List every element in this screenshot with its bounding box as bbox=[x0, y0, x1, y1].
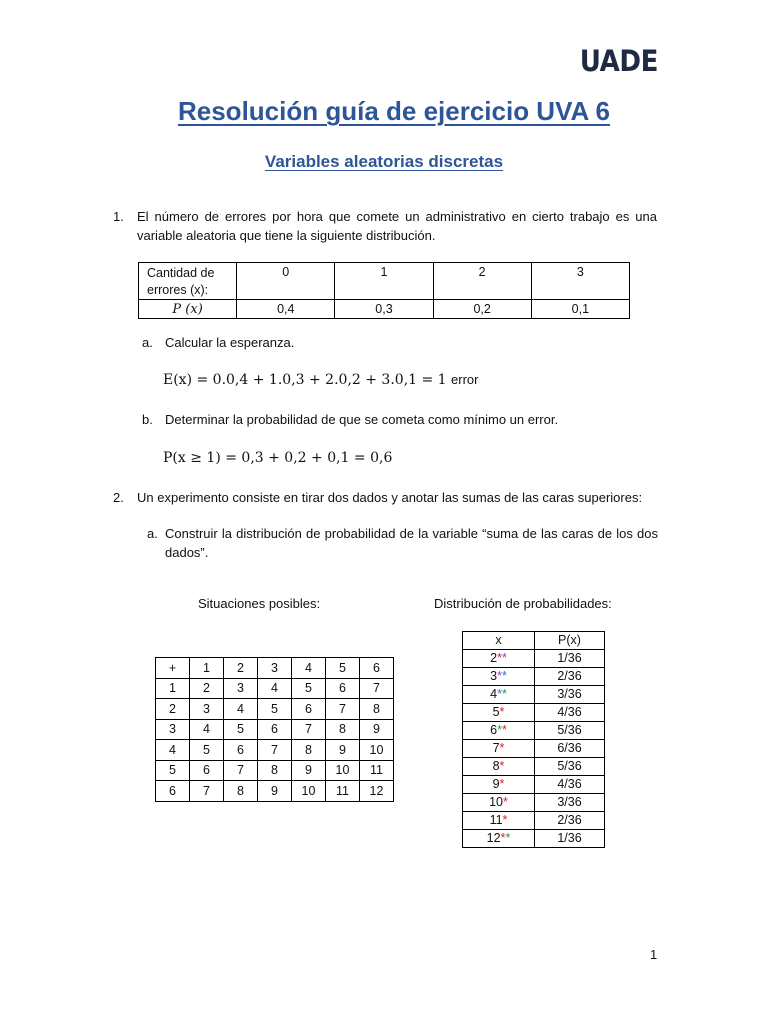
table-cell: 5 bbox=[156, 760, 190, 781]
table-cell: 8 bbox=[258, 760, 292, 781]
dist-x-value: 7 bbox=[492, 741, 500, 755]
table-cell: 10 bbox=[360, 740, 394, 761]
exercise-1b-text: Determinar la probabilidad de que se cometa como mínimo un error. bbox=[165, 412, 559, 427]
table-cell: 4 bbox=[156, 740, 190, 761]
dist-cell-px: 1/36 bbox=[535, 830, 605, 848]
asterisk-mark: * bbox=[502, 813, 508, 827]
asterisk-mark: * bbox=[505, 831, 511, 845]
table-cell: 1 bbox=[156, 678, 190, 699]
dist-x-value: 2 bbox=[490, 651, 498, 665]
table-header-label-line1: Cantidad de bbox=[147, 266, 215, 280]
table-cell: 7 bbox=[360, 678, 394, 699]
asterisk-mark: * bbox=[501, 687, 507, 701]
table-cell: 11 bbox=[360, 760, 394, 781]
page-subtitle: Variables aleatorias discretas bbox=[264, 152, 504, 171]
table-row bbox=[156, 740, 394, 761]
dist-cell-x bbox=[463, 704, 535, 722]
sum-distribution-table bbox=[462, 631, 605, 848]
dist-x-value: 8 bbox=[492, 759, 500, 773]
page-number: 1 bbox=[650, 947, 658, 962]
dist-cell-px: 1/36 bbox=[535, 650, 605, 668]
exercise-2a-text: Construir la distribución de probabilidad de la variable “suma de las caras de los dos dados”. bbox=[165, 526, 658, 560]
table-cell: 9 bbox=[292, 760, 326, 781]
table-cell-p: 0,1 bbox=[531, 300, 629, 319]
dist-x-value: 9 bbox=[492, 777, 500, 791]
table-row bbox=[156, 699, 394, 720]
table-cell: 7 bbox=[190, 781, 224, 802]
asterisk-mark: * bbox=[501, 723, 507, 737]
table-cell: 6 bbox=[360, 658, 394, 679]
asterisk-mark: * bbox=[503, 795, 508, 809]
dist-cell-x bbox=[463, 686, 535, 704]
caption-possible-situations: Situaciones posibles: bbox=[198, 596, 321, 611]
table-cell: 9 bbox=[326, 740, 360, 761]
table-cell: 7 bbox=[224, 760, 258, 781]
asterisk-mark: * bbox=[499, 759, 505, 773]
table-cell: + bbox=[156, 658, 190, 679]
table-cell: 5 bbox=[190, 740, 224, 761]
exercise-2-text: Un experimento consiste en tirar dos dados y anotar las sumas de las caras superiores: bbox=[137, 490, 643, 505]
exercise-2-number: 2. bbox=[113, 490, 124, 505]
table-cell: 8 bbox=[326, 719, 360, 740]
table-cell: 7 bbox=[258, 740, 292, 761]
table-cell: 10 bbox=[326, 760, 360, 781]
dist-cell-px: 2/36 bbox=[535, 812, 605, 830]
caption-probability-distribution: Distribución de probabilidades: bbox=[434, 596, 612, 611]
table-row bbox=[156, 760, 394, 781]
exercise-1a-text: Calcular la esperanza. bbox=[165, 335, 295, 350]
table-header-label bbox=[139, 263, 237, 300]
table-cell: 4 bbox=[292, 658, 326, 679]
probability-formula: P(x ≥ 1) = 0,3 + 0,2 + 0,1 = 0,6 bbox=[163, 450, 393, 466]
table-cell: 10 bbox=[292, 781, 326, 802]
dist-cell-px: 5/36 bbox=[535, 758, 605, 776]
table-cell: 8 bbox=[224, 781, 258, 802]
dist-cell-x bbox=[463, 794, 535, 812]
table-cell: 5 bbox=[292, 678, 326, 699]
table-cell: 11 bbox=[326, 781, 360, 802]
table-cell: 8 bbox=[292, 740, 326, 761]
table-row bbox=[156, 781, 394, 802]
dist-cell-px: 6/36 bbox=[535, 740, 605, 758]
table-cell: 6 bbox=[190, 760, 224, 781]
table-cell: 3 bbox=[258, 658, 292, 679]
dist-cell-px: 5/36 bbox=[535, 722, 605, 740]
dist-cell-x bbox=[463, 668, 535, 686]
dist-x-value: 12 bbox=[486, 831, 501, 845]
dist-cell-x bbox=[463, 830, 535, 848]
table-row bbox=[463, 812, 605, 830]
exercise-1b-label: b. bbox=[142, 412, 153, 427]
table-row bbox=[463, 758, 605, 776]
table-header-label-line2: errores (x): bbox=[147, 283, 209, 297]
asterisk-mark: * bbox=[500, 831, 506, 845]
dice-sum-table bbox=[155, 657, 394, 802]
dist-x-value: 6 bbox=[490, 723, 498, 737]
dist-cell-x bbox=[463, 740, 535, 758]
exercise-1-text: El número de errores por hora que comete un administrativo en cierto trabajo es una variable aleatoria que tiene la siguiente distribución. bbox=[137, 209, 657, 243]
table-cell: 9 bbox=[360, 719, 394, 740]
table-cell: 6 bbox=[156, 781, 190, 802]
table-row bbox=[463, 830, 605, 848]
dist-x-value: 11 bbox=[489, 813, 503, 827]
table-row bbox=[463, 668, 605, 686]
asterisk-mark: * bbox=[497, 723, 502, 737]
uade-logo: UADE bbox=[579, 44, 658, 78]
table-cell: 3 bbox=[224, 678, 258, 699]
dist-cell-px: 2/36 bbox=[535, 668, 605, 686]
table-row bbox=[463, 776, 605, 794]
dist-cell-px: 4/36 bbox=[535, 704, 605, 722]
table-cell: 8 bbox=[360, 699, 394, 720]
table-cell: 2 bbox=[190, 678, 224, 699]
table-cell: 9 bbox=[258, 781, 292, 802]
table-prob-label: P (x) bbox=[139, 300, 237, 319]
dist-header-x: x bbox=[463, 632, 535, 650]
dist-cell-x bbox=[463, 812, 535, 830]
table-cell: 5 bbox=[224, 719, 258, 740]
dist-x-value: 5 bbox=[492, 705, 500, 719]
table-cell: 3 bbox=[190, 699, 224, 720]
dist-cell-x bbox=[463, 650, 535, 668]
table-cell: 7 bbox=[292, 719, 326, 740]
table-cell: 6 bbox=[292, 699, 326, 720]
table-cell: 5 bbox=[326, 658, 360, 679]
table-row bbox=[463, 740, 605, 758]
dist-cell-px: 4/36 bbox=[535, 776, 605, 794]
table-cell: 3 bbox=[156, 719, 190, 740]
dist-x-value: 4 bbox=[490, 687, 498, 701]
table-row bbox=[463, 794, 605, 812]
table-cell: 5 bbox=[258, 699, 292, 720]
expectation-formula-text: E(x) = 0.0,4 + 1.0,3 + 2.0,2 + 3.0,1 = 1 bbox=[163, 372, 447, 388]
table-cell-p: 0,2 bbox=[433, 300, 531, 319]
table-cell: 1 bbox=[190, 658, 224, 679]
exercise-2a-label: a. bbox=[147, 526, 158, 541]
table-cell: 12 bbox=[360, 781, 394, 802]
table-cell: 6 bbox=[258, 719, 292, 740]
dist-cell-x bbox=[463, 776, 535, 794]
error-distribution-table bbox=[138, 262, 630, 319]
asterisk-mark: * bbox=[499, 777, 505, 791]
table-cell-x: 1 bbox=[335, 263, 433, 300]
exercise-1a-label: a. bbox=[142, 335, 153, 350]
table-cell-x: 0 bbox=[237, 263, 335, 300]
expectation-formula bbox=[163, 372, 479, 388]
table-row bbox=[463, 722, 605, 740]
table-row bbox=[156, 719, 394, 740]
asterisk-mark: * bbox=[501, 651, 507, 665]
dist-cell-x bbox=[463, 722, 535, 740]
table-cell: 2 bbox=[224, 658, 258, 679]
table-cell-x: 2 bbox=[433, 263, 531, 300]
dist-cell-x bbox=[463, 758, 535, 776]
dist-cell-px: 3/36 bbox=[535, 686, 605, 704]
table-cell: 4 bbox=[190, 719, 224, 740]
table-row bbox=[463, 686, 605, 704]
dist-header-px: P(x) bbox=[535, 632, 605, 650]
table-cell: 4 bbox=[224, 699, 258, 720]
table-row bbox=[463, 650, 605, 668]
dist-x-value: 10 bbox=[489, 795, 504, 809]
dist-x-value: 3 bbox=[490, 669, 498, 683]
table-cell: 7 bbox=[326, 699, 360, 720]
dist-cell-px: 3/36 bbox=[535, 794, 605, 812]
asterisk-mark: * bbox=[497, 687, 502, 701]
expectation-unit: error bbox=[451, 372, 479, 387]
table-row bbox=[156, 658, 394, 679]
table-cell-p: 0,4 bbox=[237, 300, 335, 319]
page-title: Resolución guía de ejercicio UVA 6 bbox=[177, 96, 610, 126]
table-row bbox=[463, 704, 605, 722]
table-cell: 2 bbox=[156, 699, 190, 720]
table-cell: 4 bbox=[258, 678, 292, 699]
asterisk-mark: * bbox=[501, 669, 507, 683]
table-cell-x: 3 bbox=[531, 263, 629, 300]
asterisk-mark: * bbox=[497, 651, 502, 665]
table-cell-p: 0,3 bbox=[335, 300, 433, 319]
asterisk-mark: * bbox=[499, 705, 505, 719]
table-cell: 6 bbox=[224, 740, 258, 761]
exercise-1-number: 1. bbox=[113, 209, 124, 224]
asterisk-mark: * bbox=[497, 669, 502, 683]
asterisk-mark: * bbox=[499, 741, 505, 755]
table-cell: 6 bbox=[326, 678, 360, 699]
table-row bbox=[156, 678, 394, 699]
